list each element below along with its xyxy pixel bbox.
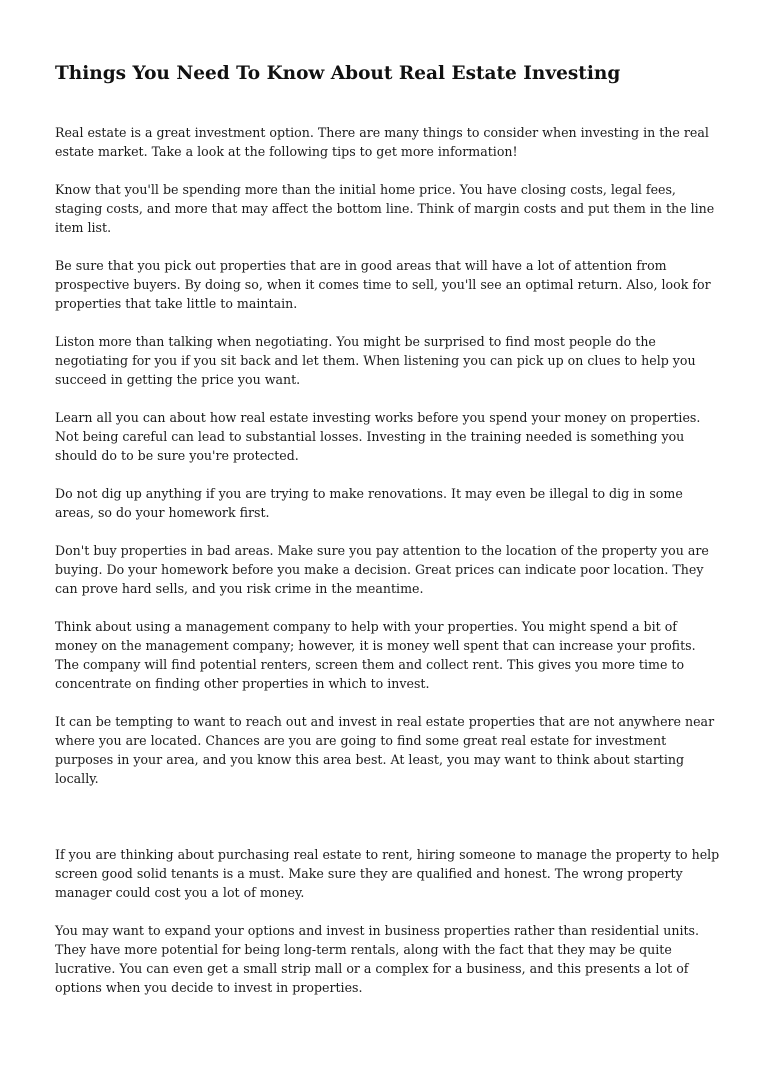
paragraph-intro: Real estate is a great investment option. There are many things to consider when investing in the real estate market. Take a look at the following tips to get more information! — [55, 125, 709, 159]
paragraph-invest-locally: It can be tempting to want to reach out and invest in real estate properties that are not anywhere near where you are located. Chances are you are going to find some great real estate for investment purposes in your area, and you know this area best. At least, you may want to think about starting locally. — [55, 714, 715, 786]
paragraph-management-company: Think about using a management company to help with your properties. You might spend a bit of money on the management company; however, it is money well spent that can increase your profits. The company will find potential renters, screen them and collect rent. This gives you more time to concentrate on finding other properties in which to invest. — [55, 619, 696, 691]
paragraph-business-properties: You may want to expand your options and invest in business properties rather than residential units. They have more potential for being long-term rentals, along with the fact that they may be quite lucrative. You can even get a small strip mall or a complex for a business, and this presents a lot of options when you decide to invest in properties. — [55, 923, 700, 995]
paragraph-negotiating: Liston more than talking when negotiating. You might be surprised to find most people do the negotiating for you if you sit back and let them. When listening you can pick up on clues to help you succeed in getting the price you want. — [55, 334, 696, 387]
document-title: Things You Need To Know About Real Estate Investing — [55, 63, 621, 84]
paragraph-learn: Learn all you can about how real estate investing works before you spend your money on properties. Not being careful can lead to substantial losses. Investing in the training needed is something you should do to be sure you're protected. — [55, 410, 701, 463]
paragraph-good-areas: Be sure that you pick out properties that are in good areas that will have a lot of attention from prospective buyers. By doing so, when it comes time to sell, you'll see an optimal return. Also, look for properties that take little to maintain. — [55, 258, 711, 311]
document-body — [55, 123, 720, 1016]
paragraph-renovations: Do not dig up anything if you are trying to make renovations. It may even be illegal to dig in some areas, so do your homework first. — [55, 486, 683, 520]
paragraph-property-manager: If you are thinking about purchasing real estate to rent, hiring someone to manage the property to help screen good solid tenants is a must. Make sure they are qualified and honest. The wrong property manager could cost you a lot of money. — [55, 847, 720, 900]
paragraph-closing-costs: Know that you'll be spending more than the initial home price. You have closing costs, legal fees, staging costs, and more that may affect the bottom line. Think of margin costs and put them in the line item list. — [55, 182, 715, 235]
paragraph-bad-areas: Don't buy properties in bad areas. Make sure you pay attention to the location of the property you are buying. Do your homework before you make a decision. Great prices can indicate poor location. They can prove hard sells, and you risk crime in the meantime. — [55, 543, 709, 596]
section-gap — [55, 807, 720, 845]
